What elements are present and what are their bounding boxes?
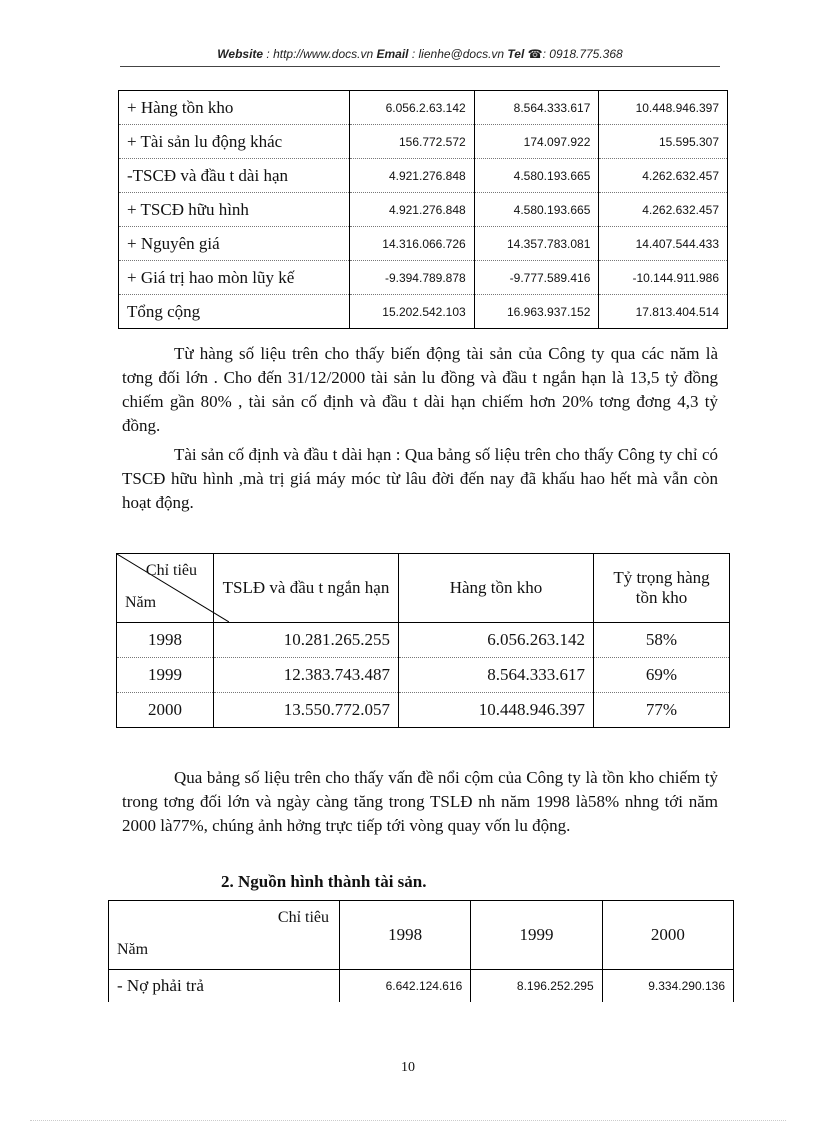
header-divider bbox=[120, 66, 720, 67]
row-label: + Nguyên giá bbox=[119, 227, 350, 261]
asset-table bbox=[118, 90, 728, 329]
paragraph-asset-change: Từ hàng số liệu trên cho thấy biến động tài sản của Công ty qua các năm là tơng đối lớn . Cho đến 31/12/2000 tài sản lu đồng và đầu t ngắn hạn là 13,5 tỷ đồng chiếm gần 80% , tài sản cố định và đầu t dài hạn chiếm hơn 20% tơng đơng 4,3 tỷ đồng. bbox=[122, 344, 718, 435]
row-label: + TSCĐ hữu hình bbox=[119, 193, 350, 227]
phone-icon: ☎ bbox=[527, 47, 543, 61]
table-row bbox=[109, 970, 734, 1003]
inventory-value: 8.564.333.617 bbox=[399, 658, 594, 693]
website-value: : http://www.docs.vn bbox=[266, 47, 374, 61]
col-header-1999: 1999 bbox=[471, 901, 602, 970]
table-header-row bbox=[117, 554, 730, 623]
page-number: 10 bbox=[401, 1060, 415, 1075]
table-row bbox=[119, 125, 728, 159]
value-2000: 14.407.544.433 bbox=[599, 227, 728, 261]
value-2000: 4.262.632.457 bbox=[599, 159, 728, 193]
page-header bbox=[120, 47, 720, 61]
year-cell: 1999 bbox=[117, 658, 214, 693]
value-1998: 156.772.572 bbox=[350, 125, 475, 159]
tel-value: : 0918.775.368 bbox=[542, 47, 623, 61]
col-header-ratio: Tỷ trọng hàng tồn kho bbox=[594, 554, 730, 623]
table-row bbox=[119, 91, 728, 125]
table-row bbox=[117, 623, 730, 658]
col-header-2000: 2000 bbox=[602, 901, 733, 970]
value-2000: -10.144.911.986 bbox=[599, 261, 728, 295]
value-1998: 6.642.124.616 bbox=[340, 970, 471, 1003]
row-label: - Nợ phải trả bbox=[109, 970, 340, 1003]
tel-label: Tel bbox=[507, 47, 525, 61]
corner-top-label: Chỉ tiêu bbox=[277, 909, 329, 926]
row-label: + Giá trị hao mòn lũy kế bbox=[119, 261, 350, 295]
table-row bbox=[119, 193, 728, 227]
value-1998: 4.921.276.848 bbox=[350, 193, 475, 227]
value-2000: 17.813.404.514 bbox=[599, 295, 728, 329]
ratio-value: 69% bbox=[594, 658, 730, 693]
col-header-1998: 1998 bbox=[340, 901, 471, 970]
corner-bottom-label: Năm bbox=[125, 594, 157, 611]
year-cell: 2000 bbox=[117, 693, 214, 728]
value-2000: 10.448.946.397 bbox=[599, 91, 728, 125]
value-1999: 4.580.193.665 bbox=[474, 159, 599, 193]
row-label: + Tài sản lu động khác bbox=[119, 125, 350, 159]
row-label: + Hàng tồn kho bbox=[119, 91, 350, 125]
email-value: : lienhe@docs.vn bbox=[411, 47, 505, 61]
table-header-row bbox=[109, 901, 734, 970]
row-label: Tổng cộng bbox=[119, 295, 350, 329]
website-label: Website bbox=[217, 47, 264, 61]
ratio-value: 77% bbox=[594, 693, 730, 728]
table-row bbox=[117, 693, 730, 728]
page-bottom-divider bbox=[30, 1120, 786, 1121]
inventory-ratio-table bbox=[116, 553, 730, 728]
col-header-tsld: TSLĐ và đầu t ngắn hạn bbox=[214, 554, 399, 623]
email-label: Email bbox=[376, 47, 409, 61]
value-1999: 14.357.783.081 bbox=[474, 227, 599, 261]
table-row bbox=[117, 658, 730, 693]
value-1999: 8.564.333.617 bbox=[474, 91, 599, 125]
corner-cell bbox=[109, 901, 340, 970]
tsld-value: 13.550.772.057 bbox=[214, 693, 399, 728]
value-1999: 174.097.922 bbox=[474, 125, 599, 159]
value-1998: 4.921.276.848 bbox=[350, 159, 475, 193]
funding-source-table bbox=[108, 900, 734, 1002]
value-1998: -9.394.789.878 bbox=[350, 261, 475, 295]
value-2000: 15.595.307 bbox=[599, 125, 728, 159]
inventory-value: 6.056.263.142 bbox=[399, 623, 594, 658]
tsld-value: 10.281.265.255 bbox=[214, 623, 399, 658]
paragraph-fixed-assets: Tài sản cố định và đầu t dài hạn : Qua bảng số liệu trên cho thấy Công ty chỉ có TSCĐ hữu hình ,mà trị giá máy móc từ lâu đời đến nay đã khấu hao hết mà vẫn còn hoạt động. bbox=[122, 445, 718, 512]
corner-top-label: Chỉ tiêu bbox=[145, 562, 197, 579]
col-header-inventory: Hàng tồn kho bbox=[399, 554, 594, 623]
corner-cell bbox=[117, 554, 214, 623]
year-cell: 1998 bbox=[117, 623, 214, 658]
row-label: -TSCĐ và đầu t dài hạn bbox=[119, 159, 350, 193]
value-2000: 4.262.632.457 bbox=[599, 193, 728, 227]
value-1998: 15.202.542.103 bbox=[350, 295, 475, 329]
value-1999: 4.580.193.665 bbox=[474, 193, 599, 227]
table-row bbox=[119, 159, 728, 193]
corner-bottom-label: Năm bbox=[117, 941, 149, 958]
value-1999: 8.196.252.295 bbox=[471, 970, 602, 1003]
tsld-value: 12.383.743.487 bbox=[214, 658, 399, 693]
ratio-value: 58% bbox=[594, 623, 730, 658]
section-heading: 2. Nguồn hình thành tài sản. bbox=[221, 872, 427, 891]
value-2000: 9.334.290.136 bbox=[602, 970, 733, 1003]
table-row bbox=[119, 261, 728, 295]
table-row bbox=[119, 227, 728, 261]
value-1999: -9.777.589.416 bbox=[474, 261, 599, 295]
value-1998: 6.056.2.63.142 bbox=[350, 91, 475, 125]
inventory-value: 10.448.946.397 bbox=[399, 693, 594, 728]
value-1998: 14.316.066.726 bbox=[350, 227, 475, 261]
paragraph-inventory: Qua bảng số liệu trên cho thấy vấn đề nổi cộm của Công ty là tồn kho chiếm tỷ trong tơng đối lớn và ngày càng tăng trong TSLĐ nh năm 1998 là58% nhng tới năm 2000 là77%, chúng ảnh hởng trực tiếp tới vòng quay vốn lu động. bbox=[122, 768, 718, 835]
table-row bbox=[119, 295, 728, 329]
value-1999: 16.963.937.152 bbox=[474, 295, 599, 329]
